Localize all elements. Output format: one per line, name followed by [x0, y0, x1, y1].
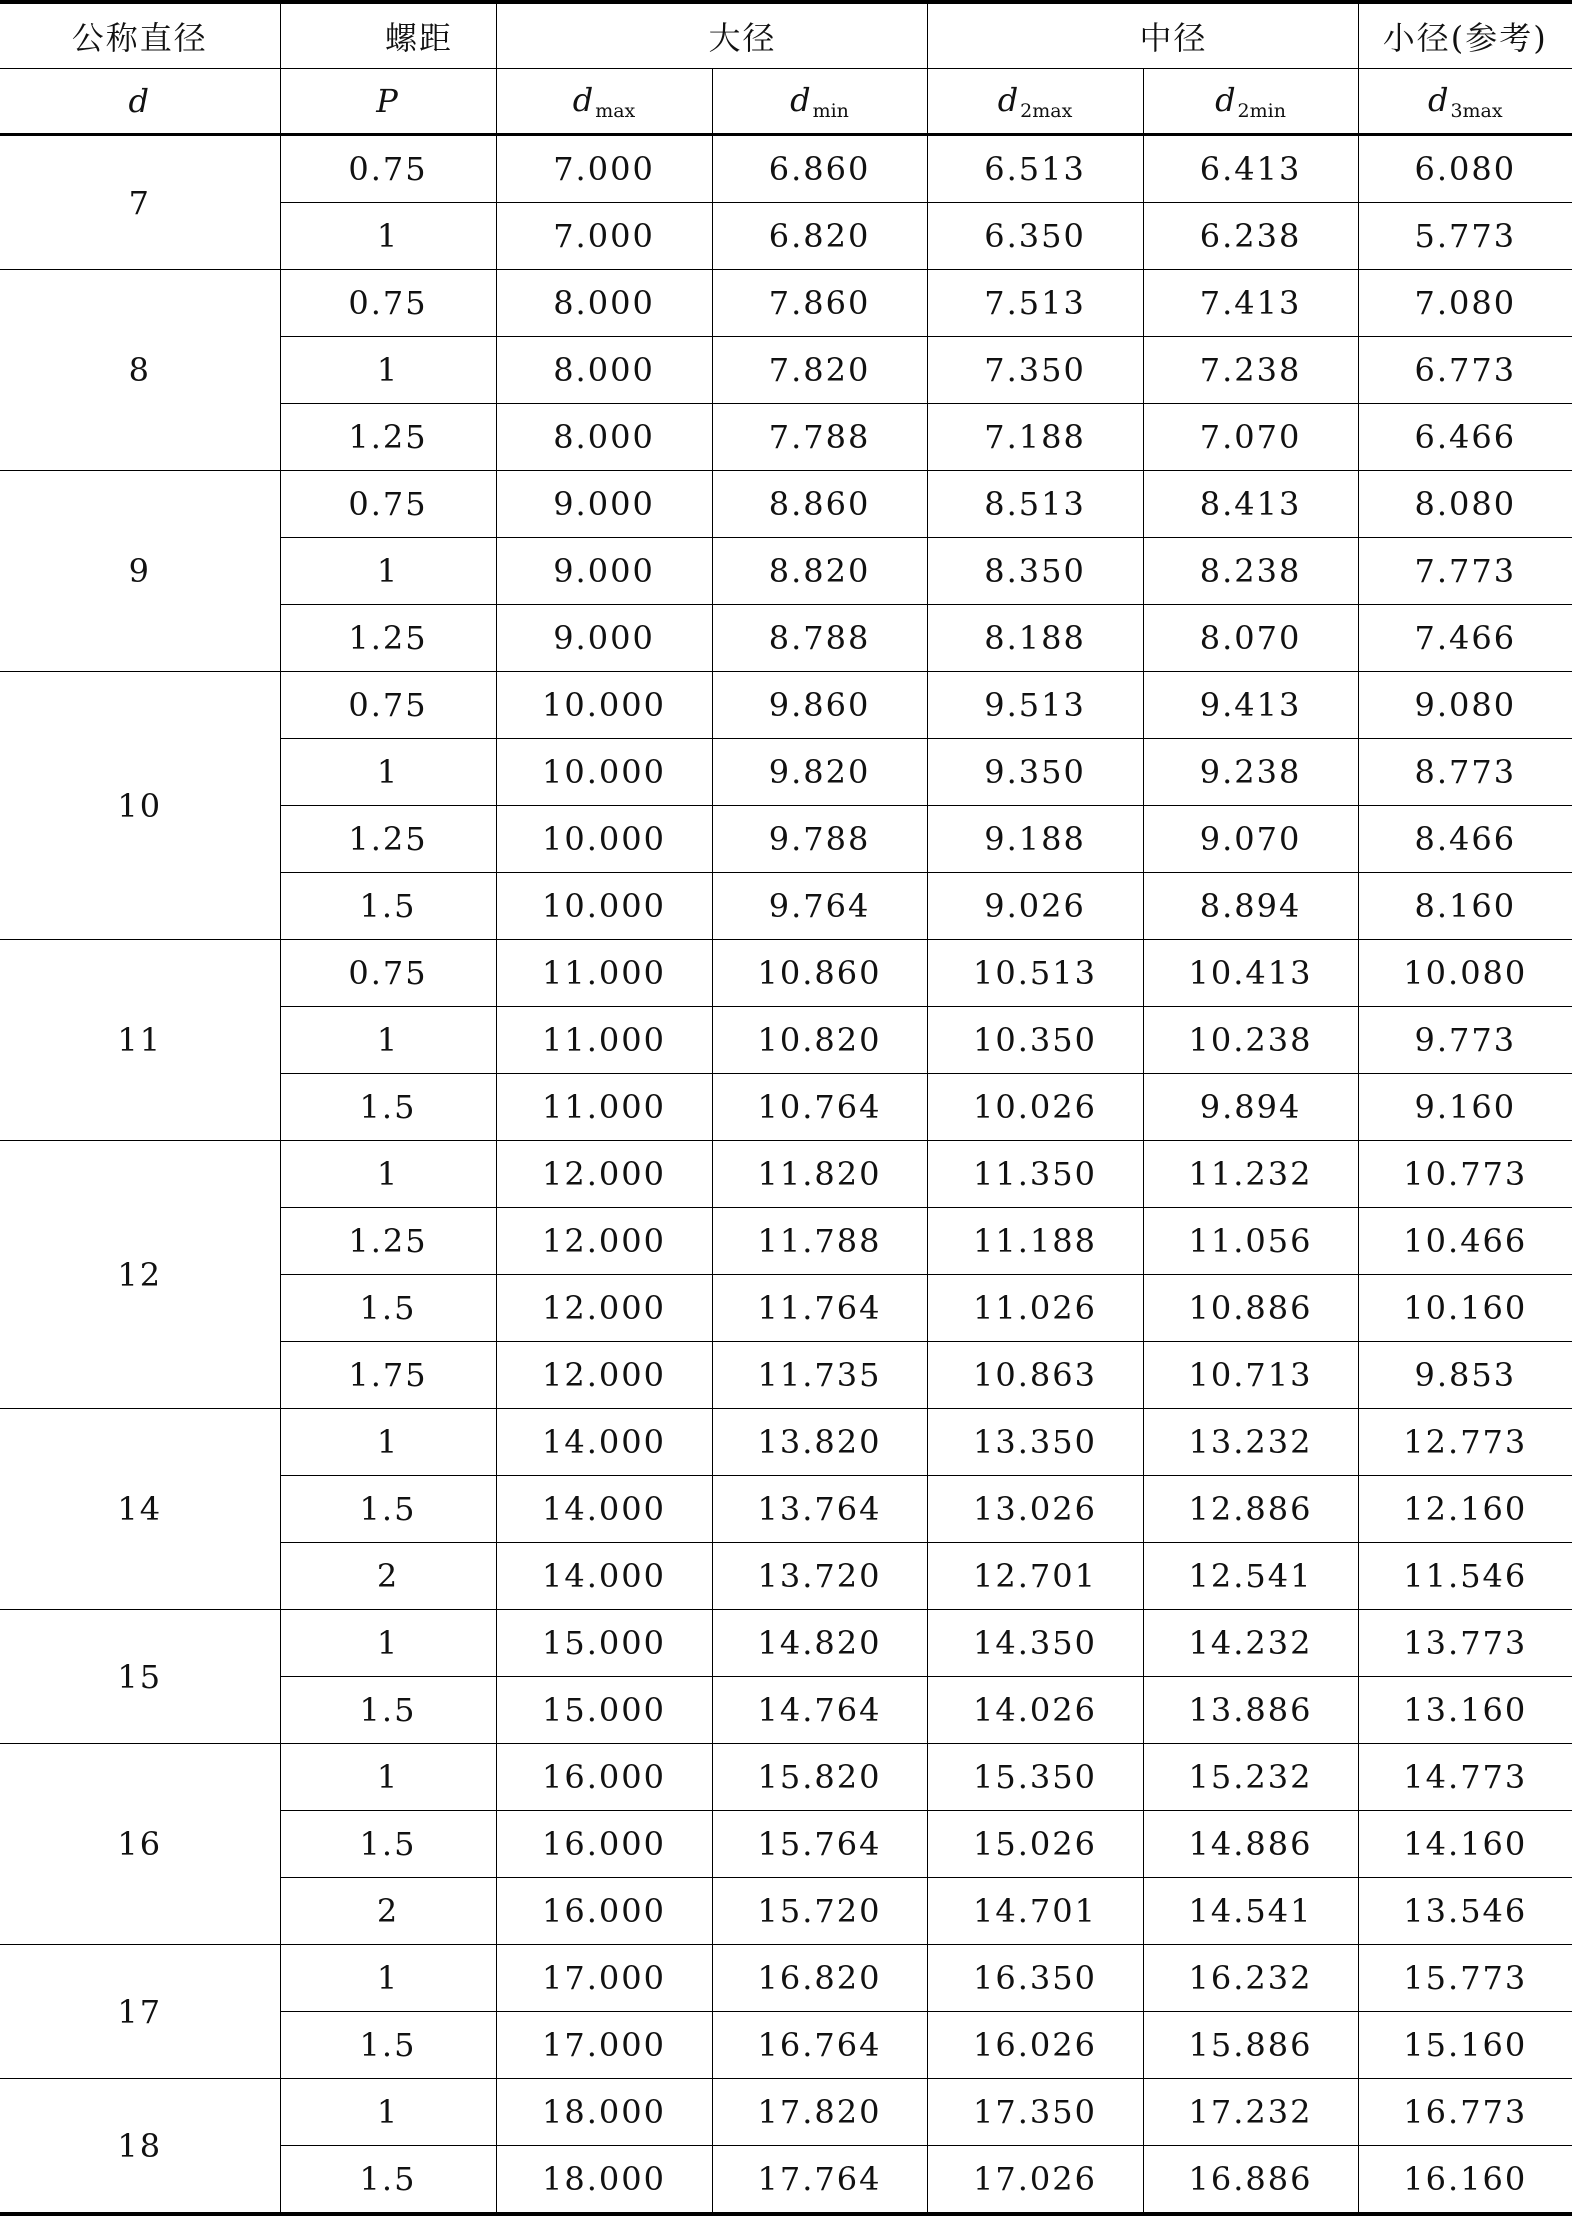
d2min-cell: 11.232	[1143, 1141, 1358, 1208]
dmax-cell: 9.000	[496, 605, 712, 672]
dmax-header: $d_{max}$	[496, 69, 712, 135]
dmin-cell: 11.788	[712, 1208, 927, 1275]
dmax-cell: 10.000	[496, 672, 712, 739]
d2min-cell: 9.238	[1143, 739, 1358, 806]
nominal-diameter-cell: 10	[0, 672, 280, 940]
table-row	[0, 135, 1572, 203]
d3max-cell: 6.466	[1358, 404, 1572, 471]
dmax-cell: 8.000	[496, 270, 712, 337]
d2min-cell: 14.232	[1143, 1610, 1358, 1677]
d2min-cell: 12.886	[1143, 1476, 1358, 1543]
d2min-cell: 9.894	[1143, 1074, 1358, 1141]
d3max-cell: 16.160	[1358, 2146, 1572, 2215]
nominal-diameter-cell: 7	[0, 135, 280, 270]
d2min-cell: 8.070	[1143, 605, 1358, 672]
d3max-cell: 8.466	[1358, 806, 1572, 873]
dmin-cell: 15.820	[712, 1744, 927, 1811]
dmax-cell: 10.000	[496, 873, 712, 940]
d2min-cell: 10.413	[1143, 940, 1358, 1007]
d2max-cell: 14.026	[927, 1677, 1143, 1744]
dmin-cell: 10.764	[712, 1074, 927, 1141]
table-row	[0, 270, 1572, 337]
nominal-diameter-header: 公称直径	[0, 2, 280, 69]
pitch-cell: 1	[280, 739, 496, 806]
d2max-cell: 10.863	[927, 1342, 1143, 1409]
d2min-cell: 7.070	[1143, 404, 1358, 471]
dmin-cell: 10.860	[712, 940, 927, 1007]
dmin-cell: 8.820	[712, 538, 927, 605]
dmin-cell: 13.720	[712, 1543, 927, 1610]
pitch-cell: 1	[280, 1007, 496, 1074]
dmax-cell: 16.000	[496, 1878, 712, 1945]
d2max-cell: 9.026	[927, 873, 1143, 940]
d2max-cell: 10.513	[927, 940, 1143, 1007]
d2max-cell: 6.350	[927, 203, 1143, 270]
dmax-cell: 7.000	[496, 203, 712, 270]
pitch-cell: 1.75	[280, 1342, 496, 1409]
nominal-diameter-cell: 12	[0, 1141, 280, 1409]
dmax-cell: 17.000	[496, 2012, 712, 2079]
d2min-cell: 17.232	[1143, 2079, 1358, 2146]
d2max-cell: 16.026	[927, 2012, 1143, 2079]
nominal-diameter-cell: 17	[0, 1945, 280, 2079]
dmax-cell: 14.000	[496, 1476, 712, 1543]
header-row-2	[0, 69, 1572, 135]
d2min-cell: 6.413	[1143, 135, 1358, 203]
d3max-cell: 14.160	[1358, 1811, 1572, 1878]
pitch-cell: 1	[280, 2079, 496, 2146]
d3max-cell: 6.773	[1358, 337, 1572, 404]
pitch-cell: 1.25	[280, 1208, 496, 1275]
d3max-cell: 12.160	[1358, 1476, 1572, 1543]
pitch-cell: 1.25	[280, 605, 496, 672]
pitch-cell: 0.75	[280, 940, 496, 1007]
d2max-cell: 7.513	[927, 270, 1143, 337]
d3max-cell: 10.080	[1358, 940, 1572, 1007]
d2max-cell: 8.513	[927, 471, 1143, 538]
pitch-cell: 1	[280, 1610, 496, 1677]
d3max-cell: 9.160	[1358, 1074, 1572, 1141]
pitch-cell: 0.75	[280, 270, 496, 337]
pitch-cell: 1.5	[280, 2146, 496, 2215]
d2min-cell: 16.232	[1143, 1945, 1358, 2012]
dmin-cell: 9.764	[712, 873, 927, 940]
dmax-cell: 16.000	[496, 1744, 712, 1811]
pitch-cell: 1	[280, 1945, 496, 2012]
dmin-cell: 8.788	[712, 605, 927, 672]
nominal-diameter-cell: 11	[0, 940, 280, 1141]
d2min-header: $d_{2min}$	[1143, 69, 1358, 135]
d3max-cell: 8.080	[1358, 471, 1572, 538]
table-row	[0, 672, 1572, 739]
d3max-cell: 7.466	[1358, 605, 1572, 672]
pitch-diameter-header: 中径	[927, 2, 1358, 69]
d2min-cell: 9.070	[1143, 806, 1358, 873]
d2max-cell: 14.350	[927, 1610, 1143, 1677]
d3max-cell: 10.773	[1358, 1141, 1572, 1208]
d2min-cell: 15.886	[1143, 2012, 1358, 2079]
dmax-cell: 10.000	[496, 739, 712, 806]
pitch-cell: 1.25	[280, 404, 496, 471]
dmax-cell: 15.000	[496, 1677, 712, 1744]
dmax-cell: 8.000	[496, 404, 712, 471]
table-row	[0, 2079, 1572, 2146]
d2min-cell: 12.541	[1143, 1543, 1358, 1610]
dmin-cell: 14.820	[712, 1610, 927, 1677]
table-row	[0, 1744, 1572, 1811]
d3max-cell: 10.466	[1358, 1208, 1572, 1275]
dmax-cell: 12.000	[496, 1141, 712, 1208]
minor-diameter-header: 小径(参考)	[1358, 2, 1572, 69]
dmin-cell: 7.788	[712, 404, 927, 471]
d2min-cell: 8.894	[1143, 873, 1358, 940]
dmax-cell: 9.000	[496, 471, 712, 538]
d3max-cell: 13.160	[1358, 1677, 1572, 1744]
d2min-cell: 14.541	[1143, 1878, 1358, 1945]
d2max-cell: 11.350	[927, 1141, 1143, 1208]
d2max-cell: 6.513	[927, 135, 1143, 203]
d3max-header: $d_{3max}$	[1358, 69, 1572, 135]
dmin-header: $d_{min}$	[712, 69, 927, 135]
d2min-cell: 8.413	[1143, 471, 1358, 538]
dmin-cell: 16.764	[712, 2012, 927, 2079]
d3max-cell: 15.160	[1358, 2012, 1572, 2079]
d2min-cell: 6.238	[1143, 203, 1358, 270]
d3max-cell: 15.773	[1358, 1945, 1572, 2012]
d3max-cell: 10.160	[1358, 1275, 1572, 1342]
dmin-cell: 9.860	[712, 672, 927, 739]
d3max-cell: 16.773	[1358, 2079, 1572, 2146]
dmax-cell: 14.000	[496, 1543, 712, 1610]
dmin-cell: 8.860	[712, 471, 927, 538]
dmin-cell: 13.820	[712, 1409, 927, 1476]
d3max-cell: 8.160	[1358, 873, 1572, 940]
pitch-cell: 1.25	[280, 806, 496, 873]
d3max-cell: 9.853	[1358, 1342, 1572, 1409]
dmin-cell: 10.820	[712, 1007, 927, 1074]
pitch-cell: 1.5	[280, 1074, 496, 1141]
pitch-cell: 1	[280, 1744, 496, 1811]
dmin-cell: 17.764	[712, 2146, 927, 2215]
dmax-cell: 11.000	[496, 940, 712, 1007]
dmin-cell: 9.788	[712, 806, 927, 873]
d3max-cell: 8.773	[1358, 739, 1572, 806]
table-row	[0, 1610, 1572, 1677]
d2max-cell: 12.701	[927, 1543, 1143, 1610]
pitch-cell: 1.5	[280, 1476, 496, 1543]
pitch-cell: 1	[280, 538, 496, 605]
table-row	[0, 940, 1572, 1007]
nominal-diameter-cell: 8	[0, 270, 280, 471]
dmax-cell: 14.000	[496, 1409, 712, 1476]
d2min-cell: 14.886	[1143, 1811, 1358, 1878]
d2max-cell: 14.701	[927, 1878, 1143, 1945]
d3max-cell: 13.773	[1358, 1610, 1572, 1677]
d2max-cell: 8.188	[927, 605, 1143, 672]
d2max-cell: 15.026	[927, 1811, 1143, 1878]
dmin-cell: 14.764	[712, 1677, 927, 1744]
nominal-diameter-cell: 15	[0, 1610, 280, 1744]
d2min-cell: 16.886	[1143, 2146, 1358, 2215]
d2max-cell: 9.350	[927, 739, 1143, 806]
dmax-cell: 15.000	[496, 1610, 712, 1677]
pitch-cell: 1	[280, 1409, 496, 1476]
dmin-cell: 6.860	[712, 135, 927, 203]
pitch-cell: 1	[280, 1141, 496, 1208]
d2min-cell: 9.413	[1143, 672, 1358, 739]
dmin-cell: 9.820	[712, 739, 927, 806]
d2min-cell: 10.886	[1143, 1275, 1358, 1342]
pitch-header: 螺距	[280, 2, 496, 69]
d2max-header: $d_{2max}$	[927, 69, 1143, 135]
d2max-cell: 9.188	[927, 806, 1143, 873]
d2max-cell: 16.350	[927, 1945, 1143, 2012]
d2max-cell: 7.350	[927, 337, 1143, 404]
dmax-cell: 17.000	[496, 1945, 712, 2012]
dmax-cell: 8.000	[496, 337, 712, 404]
d2max-cell: 11.188	[927, 1208, 1143, 1275]
nominal-diameter-cell: 14	[0, 1409, 280, 1610]
d3max-cell: 12.773	[1358, 1409, 1572, 1476]
d2max-cell: 11.026	[927, 1275, 1143, 1342]
pitch-cell: 0.75	[280, 672, 496, 739]
pitch-cell: 1.5	[280, 2012, 496, 2079]
d2min-cell: 7.413	[1143, 270, 1358, 337]
dmin-cell: 6.820	[712, 203, 927, 270]
dmax-cell: 7.000	[496, 135, 712, 203]
d2max-cell: 10.026	[927, 1074, 1143, 1141]
pitch-cell: 0.75	[280, 135, 496, 203]
d2max-cell: 15.350	[927, 1744, 1143, 1811]
d2max-cell: 8.350	[927, 538, 1143, 605]
dmax-cell: 12.000	[496, 1342, 712, 1409]
d3max-cell: 11.546	[1358, 1543, 1572, 1610]
d2min-cell: 7.238	[1143, 337, 1358, 404]
dmin-cell: 7.820	[712, 337, 927, 404]
dmin-cell: 13.764	[712, 1476, 927, 1543]
nominal-diameter-cell: 18	[0, 2079, 280, 2215]
major-diameter-header: 大径	[496, 2, 927, 69]
dmax-cell: 16.000	[496, 1811, 712, 1878]
d2min-cell: 10.713	[1143, 1342, 1358, 1409]
d3max-cell: 9.080	[1358, 672, 1572, 739]
dmin-cell: 11.764	[712, 1275, 927, 1342]
nominal-diameter-cell: 16	[0, 1744, 280, 1945]
d2max-cell: 13.350	[927, 1409, 1143, 1476]
d3max-cell: 14.773	[1358, 1744, 1572, 1811]
dmax-cell: 12.000	[496, 1275, 712, 1342]
d2min-cell: 13.232	[1143, 1409, 1358, 1476]
d2min-cell: 13.886	[1143, 1677, 1358, 1744]
dmax-cell: 9.000	[496, 538, 712, 605]
table-body	[0, 135, 1572, 2215]
table-row	[0, 1141, 1572, 1208]
pitch-cell: 1	[280, 337, 496, 404]
pitch-cell: 1	[280, 203, 496, 270]
dmin-cell: 16.820	[712, 1945, 927, 2012]
pitch-cell: 1.5	[280, 1677, 496, 1744]
pitch-cell: 1.5	[280, 1811, 496, 1878]
d2max-cell: 13.026	[927, 1476, 1143, 1543]
pitch-cell: 1.5	[280, 1275, 496, 1342]
dmax-cell: 18.000	[496, 2146, 712, 2215]
header-row-1	[0, 2, 1572, 69]
dmin-cell: 15.764	[712, 1811, 927, 1878]
d3max-cell: 13.546	[1358, 1878, 1572, 1945]
pitch-cell: 0.75	[280, 471, 496, 538]
pitch-cell: 1.5	[280, 873, 496, 940]
d2max-cell: 7.188	[927, 404, 1143, 471]
nominal-diameter-cell: 9	[0, 471, 280, 672]
d2min-cell: 10.238	[1143, 1007, 1358, 1074]
d3max-cell: 9.773	[1358, 1007, 1572, 1074]
d3max-cell: 7.773	[1358, 538, 1572, 605]
dmax-cell: 10.000	[496, 806, 712, 873]
d2min-cell: 11.056	[1143, 1208, 1358, 1275]
d3max-cell: 5.773	[1358, 203, 1572, 270]
d2min-cell: 8.238	[1143, 538, 1358, 605]
pitch-cell: 2	[280, 1878, 496, 1945]
d2max-cell: 17.026	[927, 2146, 1143, 2215]
dmax-cell: 11.000	[496, 1007, 712, 1074]
dmax-cell: 18.000	[496, 2079, 712, 2146]
d3max-cell: 6.080	[1358, 135, 1572, 203]
table-row	[0, 471, 1572, 538]
dmin-cell: 11.820	[712, 1141, 927, 1208]
dmax-cell: 11.000	[496, 1074, 712, 1141]
d2max-cell: 17.350	[927, 2079, 1143, 2146]
dmin-cell: 15.720	[712, 1878, 927, 1945]
nominal-symbol: d	[0, 69, 280, 135]
d2max-cell: 9.513	[927, 672, 1143, 739]
dmin-cell: 17.820	[712, 2079, 927, 2146]
dmin-cell: 11.735	[712, 1342, 927, 1409]
dmax-cell: 12.000	[496, 1208, 712, 1275]
pitch-symbol: P	[280, 69, 496, 135]
table-row	[0, 1945, 1572, 2012]
dmin-cell: 7.860	[712, 270, 927, 337]
table-row	[0, 1409, 1572, 1476]
pitch-cell: 2	[280, 1543, 496, 1610]
d2min-cell: 15.232	[1143, 1744, 1358, 1811]
d2max-cell: 10.350	[927, 1007, 1143, 1074]
d3max-cell: 7.080	[1358, 270, 1572, 337]
